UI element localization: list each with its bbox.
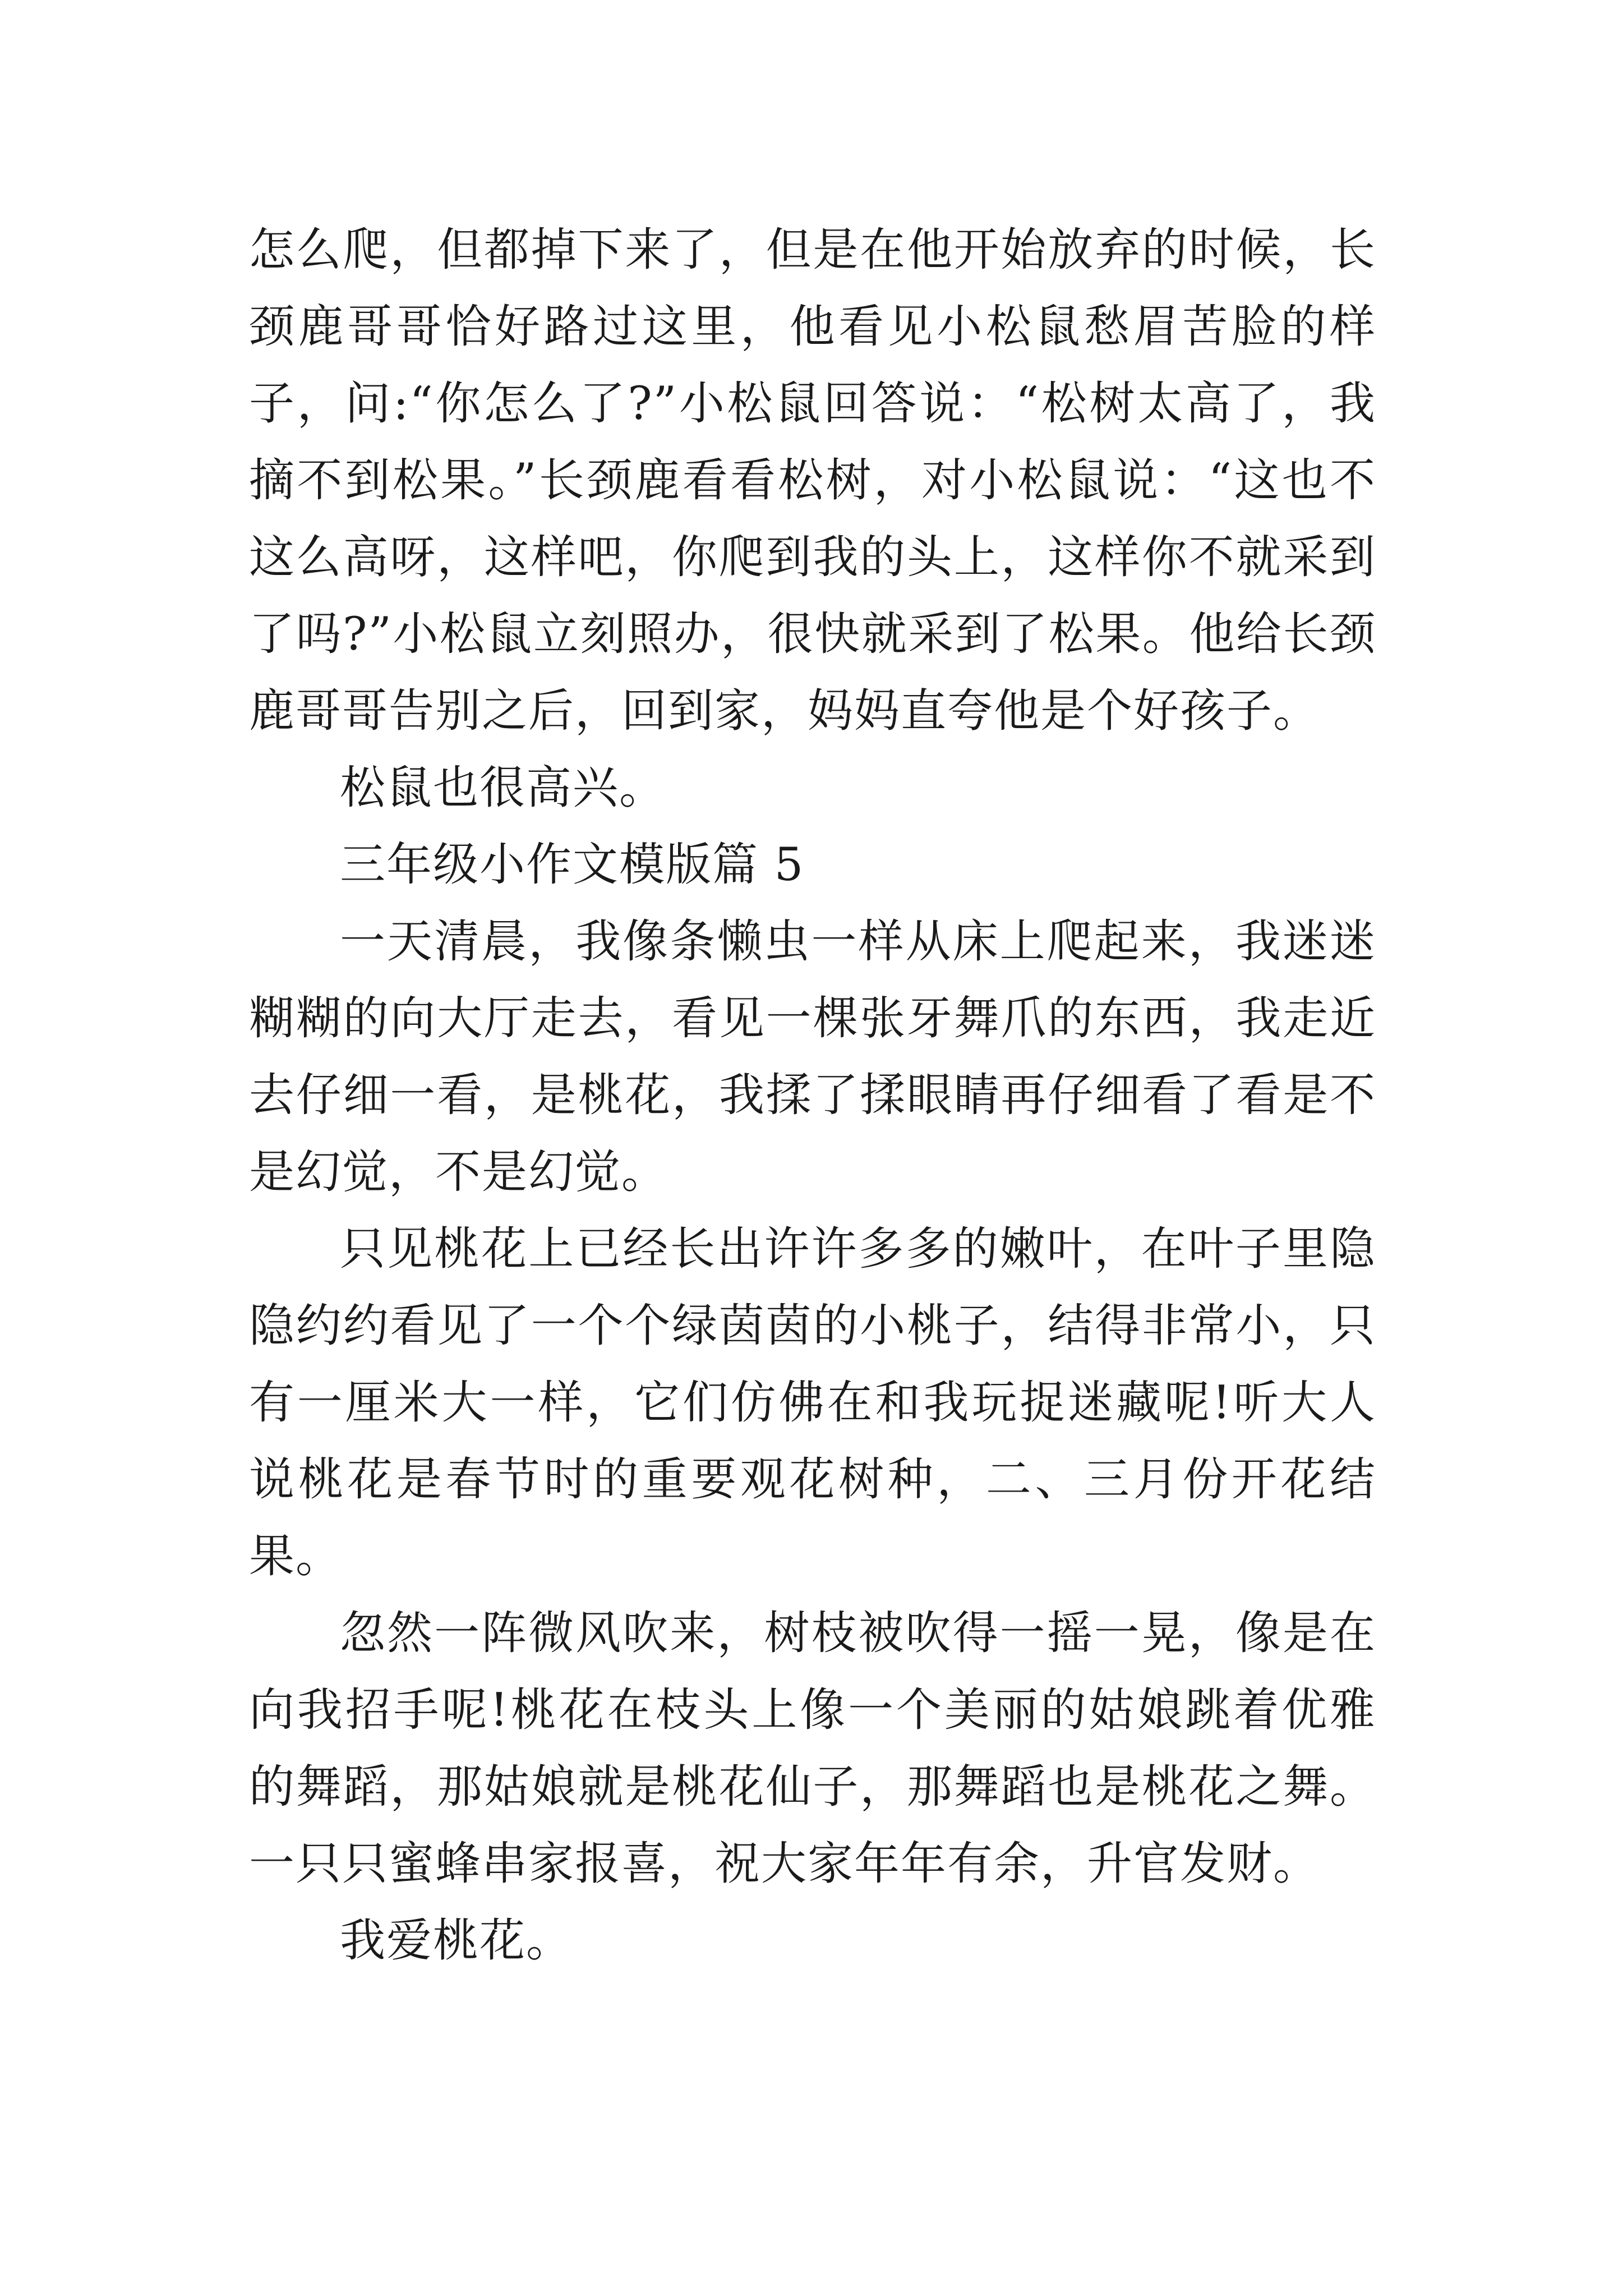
- paragraph-squirrel-happy: 松鼠也很高兴。: [340, 762, 666, 815]
- document-body: [249, 212, 1376, 1980]
- paragraph-breeze: 忽然一阵微风吹来，树枝被吹得一摇一晃，像是在向我招手呢!桃花在枝头上像一个美丽的姑娘跳着优雅的舞蹈，那姑娘就是桃花仙子，那舞蹈也是桃花之舞。一只只蜜蜂串家报喜，祝大家年年有余，升官发财。: [249, 1607, 1376, 1890]
- section-heading: 三年级小作文模版篇 5: [340, 839, 805, 891]
- paragraph-morning: 一天清晨，我像条懒虫一样从床上爬起来，我迷迷糊糊的向大厅走去，看见一棵张牙舞爪的东西，我走近去仔细一看，是桃花，我揉了揉眼睛再仔细看了看是不是幻觉，不是幻觉。: [249, 915, 1376, 1199]
- paragraph-peach-leaves: 只见桃花上已经长出许许多多的嫩叶，在叶子里隐隐约约看见了一个个绿茵茵的小桃子，结得非常小，只有一厘米大一样，它们仿佛在和我玩捉迷藏呢!听大人说桃花是春节时的重要观花树种，二、三月份开花结果。: [249, 1223, 1376, 1583]
- paragraph-continuation: 怎么爬，但都掉下来了，但是在他开始放弃的时候，长颈鹿哥哥恰好路过这里，他看见小松鼠愁眉苦脸的样子，问:“你怎么了?”小松鼠回答说：“松树太高了，我摘不到松果。”长颈鹿看看松树，对小松鼠说：“这也不这么高呀，这样吧，你爬到我的头上，这样你不就采到了吗?”小松鼠立刻照办，很快就采到了松果。他给长颈鹿哥哥告别之后，回到家，妈妈直夸他是个好孩子。: [249, 224, 1376, 738]
- paragraph-closing: 我爱桃花。: [340, 1915, 573, 1967]
